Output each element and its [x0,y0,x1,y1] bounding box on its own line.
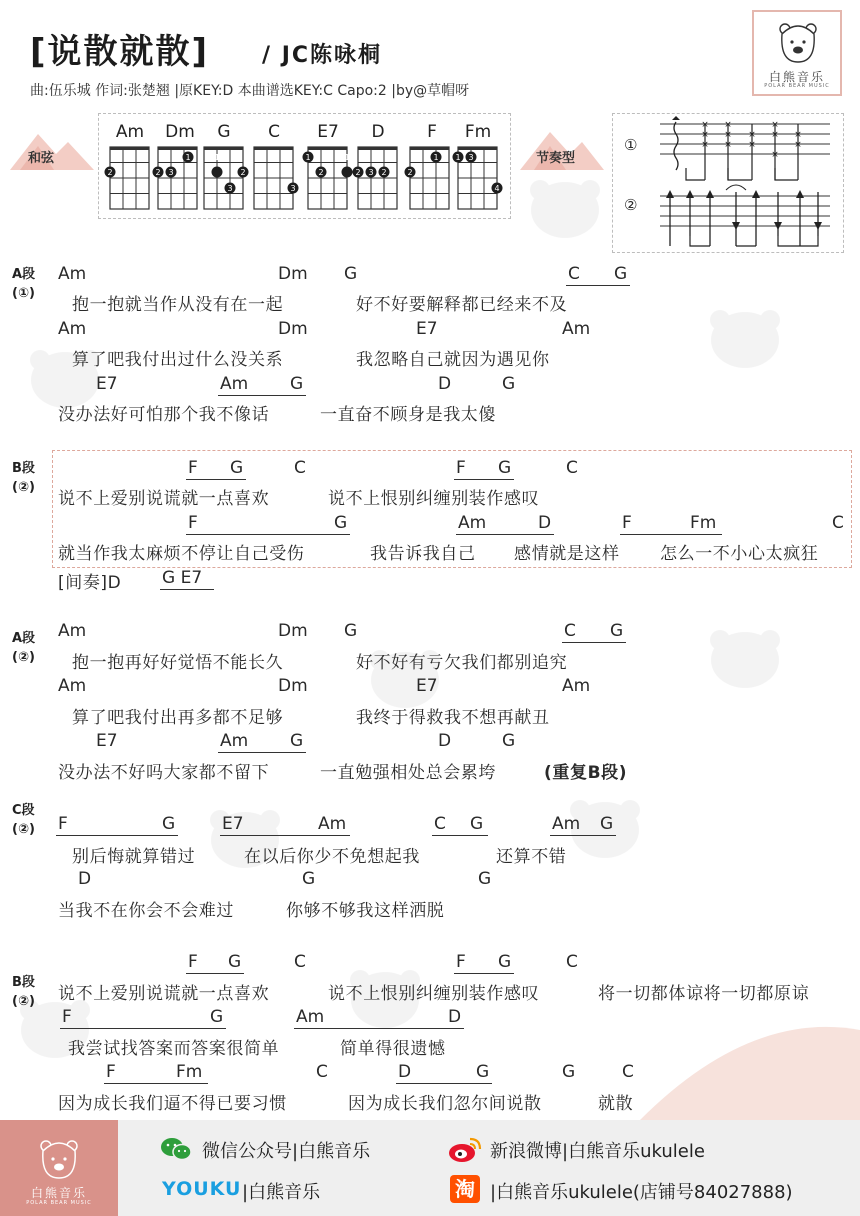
chord: C [566,952,578,972]
chord-underline [294,1027,464,1029]
chord: Am [458,513,487,533]
chord: D [448,1007,462,1027]
lyric-line: 还算不错 [496,847,567,867]
section-rhythm: (②) [12,822,35,837]
lyric-line: 没办法好可怕那个我不像话 [58,405,270,425]
chord-underline [186,533,350,535]
chord: Am [58,676,87,696]
youku-text[interactable]: |白熊音乐 [242,1182,321,1203]
weibo-text[interactable]: 新浪微博|白熊音乐ukulele [490,1141,705,1162]
rhythm-notation [650,116,836,252]
chord-underline [104,1082,208,1084]
lyric-line: 我尝试找答案而答案很简单 [68,1039,280,1059]
bear-icon [36,1136,82,1180]
chord: G [470,814,484,834]
chord: G [344,264,358,284]
lyric-line: 说不上爱别说谎就一点喜欢 [58,984,270,1004]
rhythm-label-1: ① [624,136,638,154]
footer-logo-name: 白熊音乐 [30,1186,87,1200]
chord-underline [620,533,722,535]
chord-name: Am [115,122,145,142]
svg-text:×: × [701,120,709,130]
chord: Dm [278,264,308,284]
chord-name: G [217,122,231,142]
chord-underline [454,972,514,974]
chord: E7 [96,731,118,751]
chord: F [456,952,466,972]
footer-logo [0,1120,118,1216]
chord: Dm [278,676,308,696]
lyric-line: 抱一抱再好好觉悟不能长久 [72,653,284,673]
lyric-line: 因为成长我们逼不得已要习惯 [58,1094,287,1114]
chord: G [498,952,512,972]
watermark-bear-icon [700,300,790,370]
chord: G [230,458,244,478]
chord: E7 [416,676,438,696]
chord: G [210,1007,224,1027]
lyric-line: 好不好要解释都已经来不及 [356,295,568,315]
chord: Am [296,1007,325,1027]
chord: Am [562,319,591,339]
chord: C [294,458,306,478]
lyric-line: 怎么一不小心太疯狂 [660,544,819,564]
chord: Am [552,814,581,834]
svg-text:2: 2 [155,168,161,177]
chord-name: E7 [317,122,339,142]
rhythm-label-2: ② [624,196,638,214]
svg-text:2: 2 [240,168,246,177]
svg-text:×: × [748,130,756,140]
section-label: C段 [12,803,35,818]
chord: F [456,458,466,478]
lyric-line: 我告诉我自己 [370,544,476,564]
svg-text:3: 3 [368,168,374,177]
chord: G [162,814,176,834]
section-label: B段 [12,975,35,990]
interlude-label: [间奏]D [58,573,122,593]
taobao-icon: 淘 [450,1175,480,1203]
lyric-line: 简单得很遗憾 [340,1039,446,1059]
chord: C [294,952,306,972]
chord-underline [218,751,306,753]
artist-name: / JC陈咏桐 [262,43,383,68]
svg-text:3: 3 [227,184,233,193]
chord: G [614,264,628,284]
chord: C [316,1062,328,1082]
chord: D [398,1062,412,1082]
chord: Dm [278,621,308,641]
wechat-text[interactable]: 微信公众号|白熊音乐 [202,1141,371,1162]
chord: G [290,731,304,751]
lyric-line: 将一切都体谅将一切都原谅 [598,984,810,1004]
svg-text:×: × [701,130,709,140]
chord: F [58,814,68,834]
chord: D [538,513,552,533]
section-rhythm: (②) [12,650,35,665]
logo-sub: POLAR BEAR MUSIC [764,83,830,89]
svg-text:×: × [771,150,779,160]
chord-badge-label: 和弦 [28,151,55,166]
chord: G [562,1062,576,1082]
bear-icon [776,20,820,64]
svg-text:×: × [794,140,802,150]
song-title: [说散就散] [30,32,210,72]
chord: F [188,458,198,478]
repeat-note: (重复B段) [544,763,628,783]
lyric-line: 当我不在你会不会难过 [58,901,234,921]
chord: G [344,621,358,641]
svg-text:2: 2 [381,168,387,177]
lyric-line: 在以后你少不免想起我 [244,847,420,867]
youku-logo: YOUKU [162,1178,242,1200]
song-meta: 曲:伍乐城 作词:张楚翘 |原KEY:D 本曲谱选KEY:C Capo:2 |by@草帽呀 [30,83,470,99]
chord: F [188,952,198,972]
chord: G [302,869,316,889]
svg-text:×: × [794,130,802,140]
chord: C [564,621,576,641]
chord-underline [562,641,626,643]
lyric-line: 别后悔就算错过 [72,847,196,867]
footer-logo-sub: POLAR BEAR MUSIC [26,1200,92,1206]
weibo-icon [448,1136,482,1164]
svg-text:1: 1 [214,153,220,162]
lyric-line: 说不上恨别纠缠别装作感叹 [328,984,540,1004]
lyric-line: 就散 [598,1094,634,1114]
svg-text:2: 2 [407,168,413,177]
chord-underline [160,588,214,590]
lyric-line: 算了吧我付出再多都不足够 [72,708,284,728]
chord-name: Fm [464,122,492,142]
chord-name: F [427,122,437,142]
chord: E7 [416,319,438,339]
chord-underline [432,834,488,836]
svg-text:2: 2 [318,168,324,177]
svg-text:3: 3 [168,168,174,177]
watermark-bear-icon [520,170,610,240]
chord-underline [454,478,514,480]
chord: G [600,814,614,834]
section-label: A段 [12,631,36,646]
chord: D [438,374,452,394]
chord: F [106,1062,116,1082]
svg-text:1: 1 [185,153,191,162]
chord: F [62,1007,72,1027]
chord-underline [220,834,350,836]
chord: C [832,513,844,533]
chord: G [610,621,624,641]
svg-text:4: 4 [494,184,500,193]
svg-text:2: 2 [355,168,361,177]
chord: F [622,513,632,533]
chord-underline [218,394,306,396]
lyric-line: 感情就是这样 [514,544,620,564]
chord: Am [318,814,347,834]
lyric-line: 我终于得救我不想再献丑 [356,708,550,728]
chord-underline [60,1027,226,1029]
lyric-line: 我忽略自己就因为遇见你 [356,350,550,370]
chord: G [228,952,242,972]
svg-text:×: × [748,140,756,150]
lyric-line: 你够不够我这样洒脱 [286,901,445,921]
chord: G [502,731,516,751]
section-label: A段 [12,267,36,282]
lyric-line: 说不上爱别说谎就一点喜欢 [58,489,270,509]
chord: Dm [278,319,308,339]
lyric-line: 说不上恨别纠缠别装作感叹 [328,489,540,509]
chord: Am [58,621,87,641]
chord: G [334,513,348,533]
watermark-bear-icon [700,620,790,690]
lyric-line: 好不好有亏欠我们都别追究 [356,653,568,673]
lyric-line: 没办法不好吗大家都不留下 [58,763,270,783]
lyric-line: 因为成长我们忽尔间说散 [348,1094,542,1114]
lyric-line: 一直勉强相处总会累垮 [320,763,496,783]
wechat-icon [160,1136,192,1162]
section-rhythm: (②) [12,994,35,1009]
chord-underline [456,533,554,535]
chord: E7 [222,814,244,834]
svg-text:×: × [724,140,732,150]
chord: C [568,264,580,284]
chord-underline [56,834,178,836]
svg-text:3: 3 [290,184,296,193]
svg-text:2: 2 [107,168,113,177]
lyric-line: 算了吧我付出过什么没关系 [72,350,284,370]
chord: C [622,1062,634,1082]
interlude-chords: G E7 [162,568,203,588]
section-rhythm: (②) [12,480,35,495]
lyric-line: 一直奋不顾身是我太傻 [320,405,496,425]
chord-name: Dm [165,122,195,142]
chord-underline [396,1082,492,1084]
chord: G [290,374,304,394]
chord: Fm [690,513,717,533]
svg-text:1: 1 [433,153,439,162]
chord: Am [562,676,591,696]
chord: Am [220,374,249,394]
svg-text:×: × [771,130,779,140]
svg-text:×: × [724,130,732,140]
chord: G [498,458,512,478]
taobao-text[interactable]: |白熊音乐ukulele(店铺号84027888) [490,1182,793,1203]
chord: G [502,374,516,394]
svg-text:1: 1 [305,153,311,162]
section-rhythm: (①) [12,286,35,301]
chord-underline [186,478,246,480]
chord: D [78,869,92,889]
chord: D [438,731,452,751]
chord: C [434,814,446,834]
section-label: B段 [12,461,35,476]
svg-text:1: 1 [344,153,350,162]
svg-text:×: × [724,120,732,130]
logo-name: 白熊音乐 [768,70,825,84]
lyric-line: 抱一抱就当作从没有在一起 [72,295,284,315]
lyric-line: 就当作我太麻烦不停让自己受伤 [58,544,305,564]
chord-underline [550,834,616,836]
svg-text:1: 1 [455,153,461,162]
chord: Fm [176,1062,203,1082]
chord: G [478,869,492,889]
svg-text:×: × [701,140,709,150]
chord: G [476,1062,490,1082]
chord: F [188,513,198,533]
chord: Am [58,264,87,284]
chord-name: D [371,122,385,142]
chord: Am [58,319,87,339]
rhythm-badge-label: 节奏型 [536,151,576,166]
chord-underline [566,284,630,286]
svg-text:×: × [771,120,779,130]
corner-hill-decoration [640,1010,860,1120]
chord-name: C [268,122,280,142]
chord: E7 [96,374,118,394]
chord: Am [220,731,249,751]
chord-diagrams [100,145,510,217]
chord-underline [186,972,244,974]
svg-text:3: 3 [468,153,474,162]
chord: C [566,458,578,478]
brand-logo [752,10,842,96]
